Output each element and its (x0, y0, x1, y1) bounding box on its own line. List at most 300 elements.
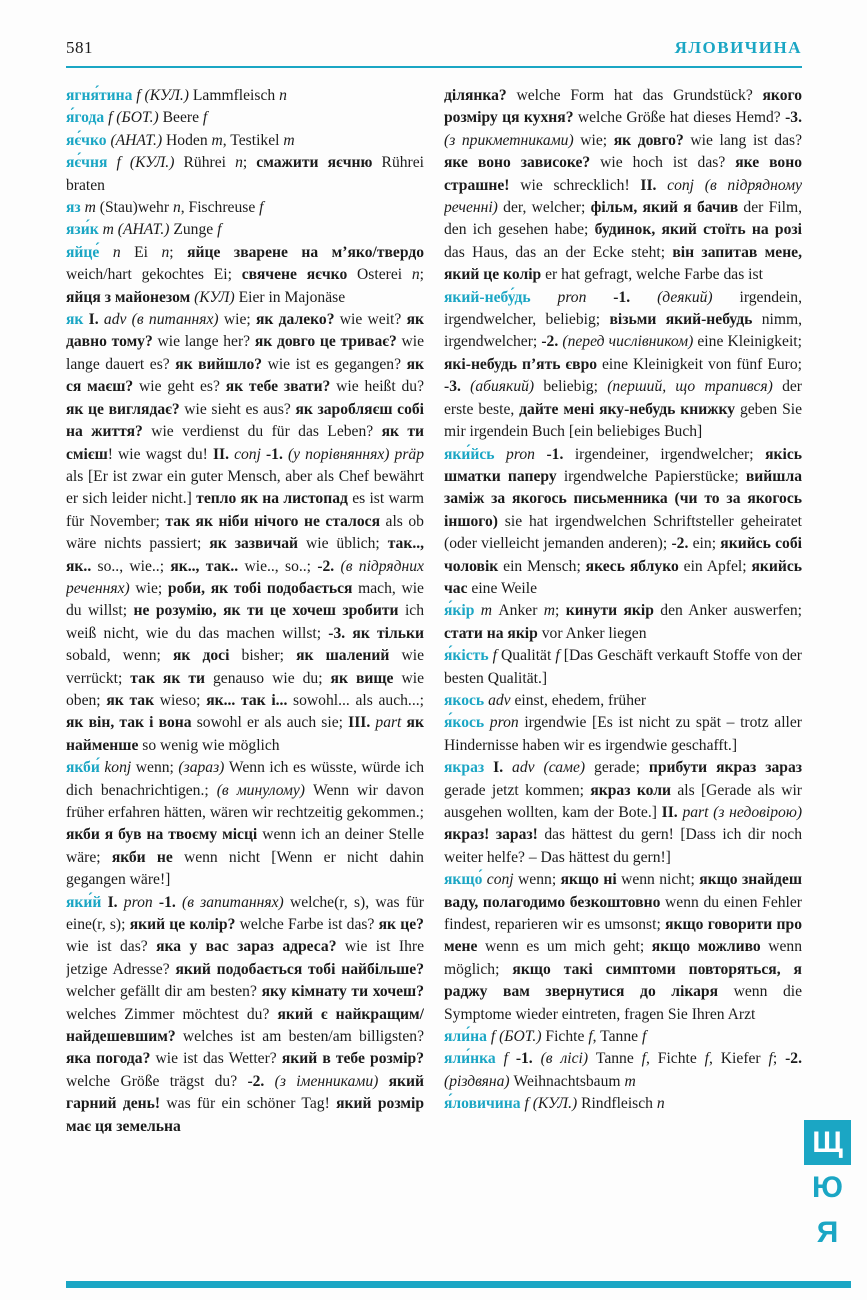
entry-text: -2. (247, 1072, 275, 1090)
entry-text: n (656, 1095, 665, 1113)
entry-text: якого розміру ця кухня? (444, 87, 802, 127)
entry-text: beliebig; (543, 378, 608, 396)
entry-text: f (641, 1050, 647, 1068)
dictionary-entry (444, 869, 802, 1026)
entry-text: wie ist das? (66, 938, 157, 956)
entry-text: so wenig wie möglich (142, 736, 280, 754)
entry-text: II. (661, 804, 683, 821)
entry-text: який є найкращим/найдешевшим? (66, 1005, 424, 1046)
entry-text: pron (484, 714, 525, 732)
headword: якраз (444, 759, 485, 777)
entry-text: irgendwie [Es ist nicht zu spät – trotz aller Hindernisse haben wir es irgendwie geschafft.] (444, 714, 802, 754)
entry-text: mach, wie du willst; (66, 579, 424, 620)
entry-text: (в минулому) (216, 781, 314, 799)
entry-text: яйця з майонезом (66, 288, 195, 306)
entry-text: -3. (444, 378, 471, 396)
entry-text: як найменше (66, 714, 424, 754)
entry-text: es ist warm für November; (66, 490, 424, 530)
bottom-bar (66, 1281, 851, 1288)
entry-text: wie lang ist das? (690, 131, 802, 149)
entry-text: adv (саме) (512, 759, 595, 777)
entry-text: Rührei braten (66, 154, 424, 194)
headword: яє́чко (66, 131, 107, 149)
entry-text: як так (106, 691, 160, 709)
entry-text: -1. (265, 445, 288, 463)
entry-text: eine Kleinigkeit von fünf Euro; (602, 355, 802, 373)
entry-text: ; (555, 602, 566, 620)
entry-text: Weihnachtsbaum (513, 1072, 625, 1090)
page-number: 581 (66, 38, 93, 57)
entry-text: das hättest du gern! [Dass ich dir noch weiter helfe? – Das hättest du gern!] (444, 826, 802, 866)
entry-text: яка погода? (66, 1050, 156, 1068)
entry-text: welches ist am besten/am billigsten? (182, 1028, 424, 1046)
entry-text: -1. (515, 1050, 541, 1068)
entry-text: wie geht es? (139, 378, 226, 396)
dictionary-entry (444, 600, 802, 645)
dictionary-entry (66, 757, 424, 891)
entry-text: як... так і... (206, 691, 294, 709)
entry-text: , Tanne (592, 1028, 642, 1046)
entry-text: дайте мені яку-небудь книжку (519, 400, 740, 418)
entry-text: (зараз) (178, 759, 229, 777)
entry-text: f (КУЛ.) (520, 1095, 582, 1113)
entry-text: ich weiß nicht, wie du das machen willst; (66, 602, 424, 642)
entry-text: irgendein, irgendwelcher, beliebig; (444, 288, 802, 329)
entry-text: wie lange her? (157, 333, 255, 351)
entry-text: wie ist das Wetter? (155, 1050, 282, 1068)
entry-text: як досі (172, 647, 242, 665)
entry-text: wenn es um mich geht; (485, 938, 652, 956)
entry-text: -2. (541, 333, 563, 351)
entry-text: роби, як тобі подобається (167, 579, 359, 597)
entry-text: f (217, 221, 222, 239)
entry-text: ein Apfel; (683, 557, 752, 575)
entry-text: I. (101, 893, 124, 911)
entry-text: f (704, 1050, 710, 1068)
headword: яки́йсь (444, 445, 495, 463)
entry-text: [Das Geschäft verkauft Stoffe von der besten Qualität.] (444, 647, 802, 687)
entry-text: m (211, 131, 223, 149)
dictionary-entry (66, 85, 424, 107)
entry-text: ein; (692, 535, 721, 553)
entry-text: geben Sie mir irgendein Buch [ein beliebiges Buch] (444, 400, 802, 441)
entry-text: f (КУЛ.) (132, 87, 193, 104)
entry-text: -2. (785, 1050, 802, 1068)
entry-text: n (161, 243, 170, 261)
entry-text: якесь яблуко (585, 557, 684, 575)
entry-text: n (99, 243, 135, 261)
entry-text: який це колір? (129, 916, 240, 934)
entry-text: adv (в питаннях) (103, 311, 224, 329)
entry-text: welche Größe trägst du? (66, 1072, 248, 1090)
entry-continuation (444, 85, 802, 287)
entry-text: як шалений (296, 647, 402, 665)
entry-text: як вийшло? (175, 355, 268, 373)
thumb-letter-shcha: Щ (804, 1120, 851, 1165)
entry-text: (з прикметниками) (444, 131, 581, 149)
entry-text: якісь шматки паперу (444, 445, 802, 485)
thumb-letter-ya: Я (816, 1216, 839, 1249)
left-column (66, 85, 424, 1277)
entry-text: (абиякий) (470, 378, 544, 396)
dictionary-entry (66, 130, 424, 152)
headword: язи́к (66, 221, 99, 239)
headword: я́кір (444, 602, 475, 620)
entry-text: als [Er ist zwar ein guter Mensch, aber als Chef bewährt er sich leider nicht.] (66, 467, 424, 508)
entry-text: m (283, 131, 295, 149)
entry-text: wie; (580, 131, 614, 149)
entry-text: I. (83, 311, 104, 329)
entry-text: кинути якір (565, 602, 661, 620)
entry-text: gerade; (594, 759, 649, 777)
entry-text: будинок, який стоїть на розі (594, 221, 802, 239)
entry-text: wie oben; (66, 669, 424, 709)
entry-text: wie ist Ihre jetzige Adresse? (66, 938, 424, 978)
entry-text: як тебе звати? (225, 378, 337, 396)
entry-text: nimm, irgendwelcher; (444, 311, 802, 351)
entry-text: не розумію, як ти це хочеш зробити (133, 602, 405, 620)
entry-text: das Haus, das an der Ecke steht; (444, 243, 673, 261)
entry-text: фільм, який я бачив (590, 199, 744, 217)
entry-text: якраз коли (590, 781, 678, 799)
headword: я́ловичина (444, 1095, 521, 1113)
entry-text: n (279, 87, 287, 104)
entry-text: яйце зварене на м’яко/твердо (187, 243, 424, 261)
entry-text: f (495, 1050, 516, 1068)
entry-text: f (259, 199, 264, 217)
entry-text: (в запитаннях) (182, 893, 290, 911)
headword: який-небу́дь (444, 288, 531, 306)
entry-text: m (624, 1072, 636, 1090)
entry-text: bisher; (241, 647, 297, 665)
headword: як (66, 311, 84, 329)
dictionary-entry (66, 107, 424, 129)
entry-text: Ei (134, 243, 162, 261)
entry-text: як довго? (613, 131, 691, 149)
headword: яз (66, 199, 81, 217)
entry-text: irgendwelche Papierstücke; (563, 467, 746, 485)
entry-text: стати на якір (444, 624, 542, 642)
entry-text: (АНАТ.) (106, 131, 167, 149)
dictionary-entry (444, 444, 802, 601)
entry-text: ; (419, 266, 424, 284)
entry-text: eine Weile (471, 579, 537, 597)
entry-text: якщо знайдеш ваду, полагодимо безкоштовно (444, 871, 802, 911)
dictionary-entry (66, 152, 424, 197)
entry-text: Lammfleisch (192, 87, 280, 104)
dictionary-entry (444, 645, 802, 690)
entry-text: III. (348, 714, 376, 732)
entry-text: як зазвичай (209, 535, 306, 553)
dictionary-entry (444, 287, 802, 444)
entry-text: welches Zimmer möchtest du? (66, 1005, 278, 1023)
entry-text: wenn du einen Fehler findest, reparieren wir es umsonst; (444, 893, 802, 934)
entry-text: як це? (378, 916, 424, 934)
entry-text: Qualität (501, 647, 556, 665)
entry-text: так.., як.. (66, 535, 424, 575)
entry-text: pron (494, 445, 547, 463)
entry-text: яке воно страшне! (444, 154, 802, 194)
entry-text: (КУЛ) (194, 288, 239, 306)
dictionary-columns (66, 85, 802, 1277)
entry-text: як заробляєш собі на життя? (66, 400, 424, 441)
entry-text: f (202, 109, 208, 127)
entry-text: wie sieht es aus? (184, 400, 296, 418)
entry-text: , Fischreuse (180, 199, 260, 217)
entry-text: f (КУЛ.) (107, 154, 184, 172)
entry-text: sowohl er als auch sie; (196, 714, 349, 732)
entry-text: (в лісі) (540, 1050, 596, 1068)
entry-text: (деякий) (657, 288, 740, 306)
entry-text: m (543, 602, 556, 620)
dictionary-entry (444, 712, 802, 757)
entry-text: ein Mensch; (503, 557, 586, 575)
entry-text: er hat gefragt, welche Farbe das ist (545, 266, 763, 284)
entry-text: wenn nicht; (621, 871, 700, 889)
entry-text: wenn nicht [Wenn er nicht dahin gegangen wäre!] (66, 848, 424, 889)
entry-text: так як ти (130, 669, 213, 687)
dictionary-entry (66, 219, 424, 241)
entry-text: f (555, 647, 560, 665)
entry-text: як ти смієш (66, 423, 424, 463)
entry-text: прибути якраз зараз (648, 759, 802, 777)
headword: яки́й (66, 893, 102, 911)
dictionary-entry (66, 197, 424, 219)
letter-thumb-index (804, 1120, 851, 1255)
entry-text: eine Kleinigkeit; (697, 333, 802, 351)
headword: якось (444, 691, 485, 709)
right-column (444, 85, 802, 1277)
entry-text: pron (123, 893, 159, 911)
entry-text: якщо говорити про мене (444, 916, 802, 956)
entry-text: conj (482, 871, 519, 889)
header-rule (66, 66, 802, 68)
entry-text: wie schrecklich! (520, 176, 641, 194)
entry-text: якщо такі симптоми повторяться, я раджу вам звернутися до лікаря (444, 960, 802, 1001)
entry-text: als [Gerade als wir ausgehen wollten, kam der Bote.] (444, 781, 802, 821)
entry-text: wenn die Symptome wieder eintreten, fragen Sie Ihren Arzt (444, 983, 802, 1023)
entry-text: sowohl... als auch...; (293, 691, 424, 709)
entry-text: wie verdienst du für das Leben? (151, 423, 382, 441)
entry-text: як це виглядає? (66, 400, 185, 418)
thumb-letter-yu: Ю (812, 1171, 843, 1204)
entry-text: wie hoch ist das? (600, 154, 736, 172)
headword: я́кість (444, 647, 489, 665)
entry-text: part (з недовірою) (682, 804, 802, 821)
entry-text: яка у вас зараз адреса? (156, 938, 345, 956)
entry-text: Wenn ich es wüsste, würde ich dich benachrichtigen.; (66, 759, 424, 799)
entry-text: der Film, den ich gesehen habe; (444, 199, 802, 239)
entry-text: як довго це триває? (254, 333, 402, 351)
entry-text: тепло як на листопад (196, 490, 353, 508)
entry-text: як далеко? (255, 311, 340, 329)
entry-text: der erste beste, (444, 378, 802, 418)
entry-text: -2. (317, 557, 341, 575)
entry-text: яку кімнату ти хочеш? (261, 983, 424, 1001)
entry-text: den Anker auswerfen; (660, 602, 802, 620)
page-header (66, 38, 802, 58)
entry-text: , Testikel (222, 131, 284, 149)
dictionary-entry (444, 690, 802, 712)
entry-text: konj (99, 759, 136, 777)
headword: ягня́тина (66, 87, 133, 104)
headword: яли́нка (444, 1050, 496, 1068)
entry-text: якби я був на твоєму місці (66, 826, 263, 844)
entry-text: wieso; (159, 691, 207, 709)
entry-text: який розмір має ця земельна (66, 1095, 424, 1135)
entry-text: conj (234, 445, 266, 463)
entry-text: який в тебе розмір? (281, 1050, 424, 1068)
entry-text: якийсь час (444, 557, 802, 597)
entry-text: якби не (111, 848, 184, 866)
entry-text: f (БОТ.) (104, 109, 163, 127)
entry-text: як давно тому? (66, 311, 424, 351)
entry-text: Rührei (183, 154, 236, 172)
entry-text: n (172, 199, 181, 217)
entry-text: wie; (135, 579, 168, 597)
entry-text: Beere (162, 109, 203, 127)
dictionary-entry (66, 309, 424, 757)
entry-text: (перший, що трапився) (607, 378, 783, 396)
entry-text: як.., так.. (170, 557, 245, 575)
entry-text: Zunge (173, 221, 218, 239)
dictionary-entry (444, 1048, 802, 1093)
entry-text: part (375, 714, 407, 732)
entry-text: ділянка? (444, 87, 517, 104)
entry-text: f (588, 1028, 593, 1046)
entry-text: m (474, 602, 499, 620)
entry-text: wenn möglich; (444, 938, 802, 978)
entry-text: Tanne (595, 1050, 642, 1068)
entry-text: який подобається тобі найбільше? (175, 960, 424, 978)
headword: я́года (66, 109, 105, 127)
entry-text: -3. як тільки (328, 624, 424, 642)
entry-text: II. (212, 445, 235, 463)
entry-text: weich/hart gekochtes Ei; (66, 266, 242, 284)
entry-text: sobald, wenn; (66, 647, 173, 665)
entry-text: conj (в підрядному реченні) (444, 176, 802, 217)
headword: яли́на (444, 1028, 487, 1046)
entry-text: (у порівняннях) präp (287, 445, 424, 463)
entry-text: якраз! зараз! (444, 826, 545, 844)
entry-text: -3. (785, 109, 802, 127)
entry-text: der, welcher; (503, 199, 591, 217)
entry-text: f (488, 647, 502, 665)
entry-text: як він, так і вона (66, 714, 197, 732)
headword: яйце́ (66, 243, 100, 261)
entry-text: wie lange dauert es? (66, 333, 424, 373)
entry-text: wie weit? (339, 311, 407, 329)
entry-text: Osterei (357, 266, 412, 284)
entry-text: I. (484, 759, 513, 777)
entry-text: як ся маєш? (66, 355, 424, 396)
entry-text: wie heißt du? (336, 378, 424, 396)
entry-text: n (235, 154, 243, 172)
entry-text: wie üblich; (305, 535, 388, 553)
entry-text: wenn ich an deiner Stelle wäre; (66, 826, 424, 866)
headword: якщо́ (444, 871, 483, 889)
entry-text: wie ist es gegangen? (267, 355, 407, 373)
entry-text: welcher gefällt dir am besten? (66, 983, 262, 1001)
entry-text: was für ein schöner Tag! (166, 1095, 337, 1113)
entry-text: einst, ehedem, früher (514, 691, 647, 709)
entry-text: як вище (330, 669, 402, 687)
entry-text: f (641, 1028, 647, 1046)
entry-text: II. (640, 176, 668, 194)
dictionary-entry (66, 242, 424, 309)
entry-text: m (80, 199, 100, 217)
entry-text: візьми який-небудь (609, 311, 762, 329)
entry-text: Hoden (166, 131, 212, 149)
entry-text: sie hat irgendwelchen Schriftsteller geheiratet (oder vielleicht jemanden anderen); (444, 512, 802, 553)
entry-text: so.., wie..; (97, 557, 171, 575)
entry-text: -1. (613, 288, 658, 306)
entry-text: welche(r, s), was für eine(r, s); (66, 893, 424, 934)
headword: я́кось (444, 714, 485, 732)
entry-text: яке воно зависоке? (444, 154, 601, 172)
entry-text: ; (169, 243, 188, 261)
entry-text: , Kiefer (709, 1050, 769, 1068)
entry-text: Fichte (545, 1028, 589, 1046)
entry-text: він запитав мене, який це колір (444, 243, 802, 284)
entry-text: wenn; (518, 871, 561, 889)
entry-text: (Stau)wehr (99, 199, 173, 217)
entry-text: -2. (671, 535, 693, 553)
dictionary-entry (444, 1026, 802, 1048)
entry-text: Anker (498, 602, 544, 620)
entry-text: f (БОТ.) (486, 1028, 546, 1046)
entry-text: , Fichte (646, 1050, 705, 1068)
entry-text: wenn; (135, 759, 179, 777)
entry-text: якщо ні (560, 871, 622, 889)
headword: яє́чня (66, 154, 108, 172)
entry-text: (перед числівником) (562, 333, 698, 351)
entry-text: (в підрядних реченнях) (66, 557, 424, 597)
entry-text: ! wie wagst du! (107, 445, 213, 463)
entry-text: genauso wie du; (213, 669, 331, 687)
entry-text: welche Form hat das Grundstück? (516, 87, 763, 104)
headword: якби́ (66, 759, 100, 777)
entry-text: Eier in Majonäse (238, 288, 346, 306)
entry-text: welche Größe hat dieses Hemd? (577, 109, 786, 127)
entry-text: (з іменниками) (274, 1072, 389, 1090)
entry-text: ; (772, 1050, 786, 1068)
entry-text: wie verrückt; (66, 647, 424, 687)
entry-text: welche Farbe ist das? (239, 916, 379, 934)
entry-text: смажити яєчню (256, 154, 382, 172)
dictionary-entry (444, 757, 802, 869)
entry-text: який гарний день! (66, 1072, 424, 1113)
dictionary-entry (66, 892, 424, 1138)
entry-text: так як ніби нічого не сталося (165, 512, 386, 530)
entry-text: als ob wäre nichts passiert; (66, 512, 424, 553)
entry-text: wie; (223, 311, 256, 329)
entry-text: f (768, 1050, 773, 1068)
entry-text: vor Anker liegen (541, 624, 647, 642)
dictionary-entry (444, 1093, 802, 1115)
entry-text: m (АНАТ.) (98, 221, 174, 239)
entry-text: gerade jetzt kommen; (444, 781, 591, 799)
entry-text: -1. (546, 445, 575, 463)
entry-text: Rindfleisch (581, 1095, 657, 1113)
entry-text: які-небудь п’ять євро (444, 355, 603, 373)
entry-text: вийшла заміж за якогось письменника (чи то за якогось іншого) (444, 467, 802, 530)
entry-text: якийсь собі чоловік (444, 535, 802, 575)
entry-text: якщо можливо (651, 938, 769, 956)
entry-text: (різдвяна) (444, 1072, 514, 1090)
entry-text: свячене яєчко (241, 266, 358, 284)
entry-text: ; (242, 154, 257, 172)
